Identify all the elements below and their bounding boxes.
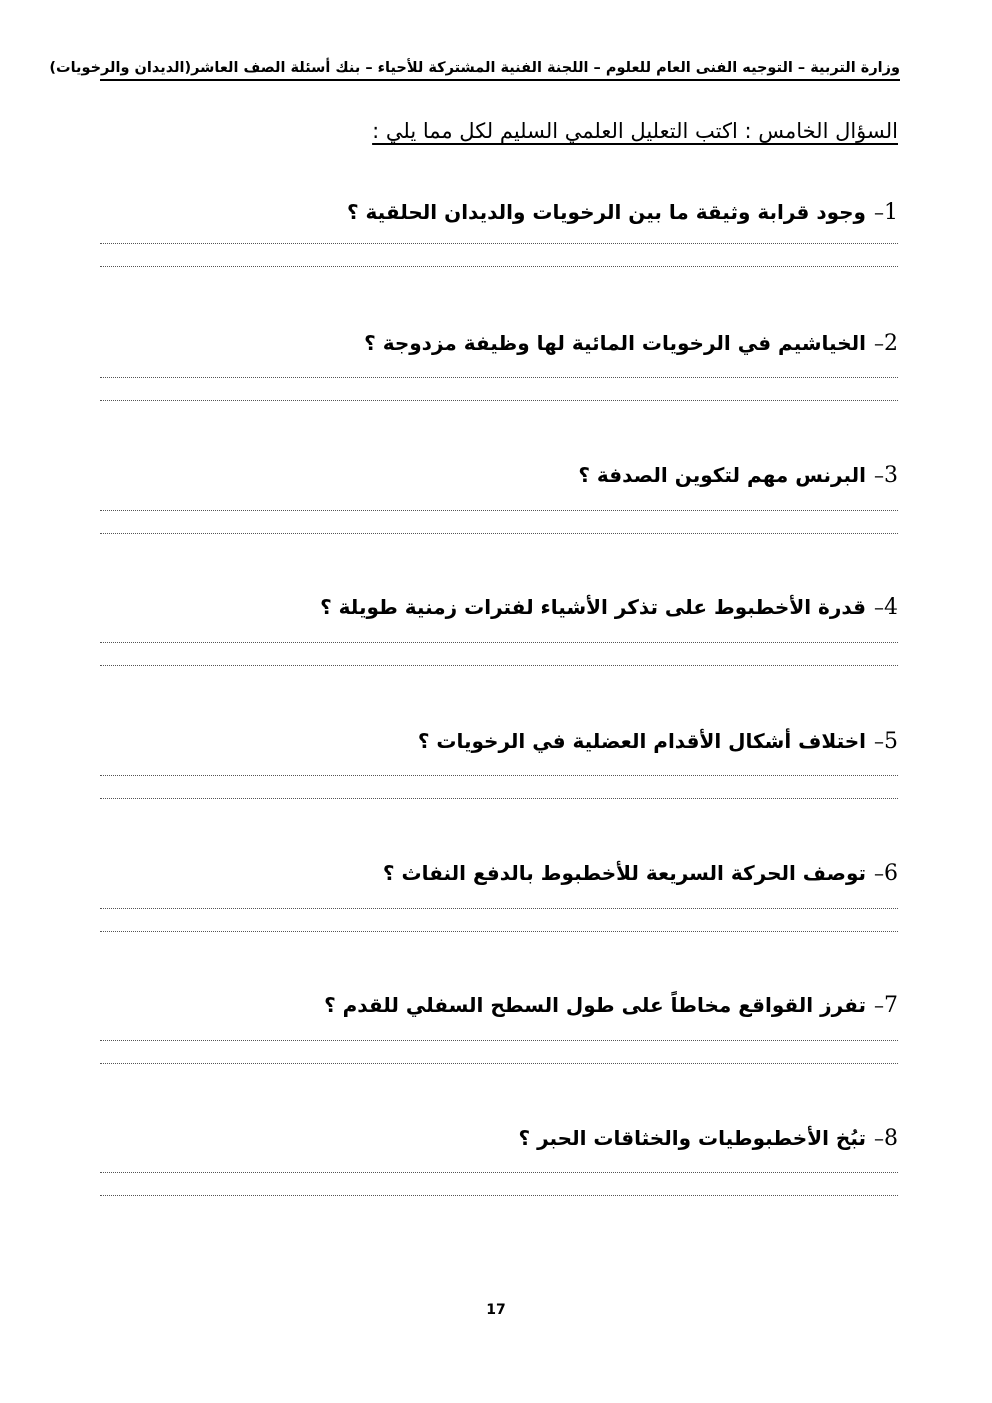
question-text: البرنس مهم لتكوين الصدفة ؟ (578, 463, 866, 487)
answer-line[interactable] (100, 1040, 898, 1041)
question-number: 2 (884, 331, 898, 356)
question-text: تبُخ الأخطبوطيات والخثاقات الحبر ؟ (518, 1126, 866, 1150)
question-5 (100, 726, 898, 756)
page-header: وزارة التربية – التوجيه الفنى العام للعلوم – اللجنة الفنية المشتركة للأحياء – بنك أسئلة الصف العاشر(الديدان والرخويات) (100, 58, 900, 81)
question-1 (100, 197, 898, 227)
question-number: 4 (884, 595, 898, 620)
answer-line[interactable] (100, 1063, 898, 1064)
page-number: 17 (486, 1302, 506, 1318)
question-dash: – (874, 861, 884, 885)
question-dash: – (874, 463, 884, 487)
question-text-row (100, 990, 898, 1020)
question-number: 5 (884, 729, 898, 754)
answer-line[interactable] (100, 400, 898, 401)
question-number: 1 (884, 200, 898, 225)
question-text-row (100, 592, 898, 622)
question-7 (100, 990, 898, 1020)
question-3 (100, 460, 898, 490)
question-number: 8 (884, 1126, 898, 1151)
question-text: توصف الحركة السريعة للأخطبوط بالدفع النفاث ؟ (382, 861, 866, 885)
question-dash: – (874, 729, 884, 753)
answer-line[interactable] (100, 266, 898, 267)
question-2 (100, 328, 898, 358)
answer-line[interactable] (100, 642, 898, 643)
section-title: السؤال الخامس : اكتب التعليل العلمي السليم لكل مما يلي : (372, 119, 898, 143)
answer-line[interactable] (100, 908, 898, 909)
question-text-row (100, 858, 898, 888)
question-text: تفرز القواقع مخاطاً على طول السطح السفلي للقدم ؟ (324, 993, 866, 1017)
answer-line[interactable] (100, 533, 898, 534)
answer-line[interactable] (100, 377, 898, 378)
answer-line[interactable] (100, 1195, 898, 1196)
question-number: 7 (884, 993, 898, 1018)
answer-line[interactable] (100, 243, 898, 244)
question-text-row (100, 460, 898, 490)
question-text: اختلاف أشكال الأقدام العضلية في الرخويات ؟ (417, 729, 866, 753)
question-dash: – (874, 331, 884, 355)
answer-line[interactable] (100, 775, 898, 776)
question-dash: – (874, 993, 884, 1017)
question-number: 6 (884, 861, 898, 886)
question-text-row (100, 197, 898, 227)
question-text: الخياشيم في الرخويات المائية لها وظيفة مزدوجة ؟ (364, 331, 866, 355)
question-dash: – (874, 1126, 884, 1150)
question-4 (100, 592, 898, 622)
question-8 (100, 1123, 898, 1153)
question-6 (100, 858, 898, 888)
question-text-row (100, 1123, 898, 1153)
answer-line[interactable] (100, 798, 898, 799)
question-text: قدرة الأخطبوط على تذكر الأشياء لفترات زمنية طويلة ؟ (320, 595, 866, 619)
answer-line[interactable] (100, 1172, 898, 1173)
question-text: وجود قرابة وثيقة ما بين الرخويات والديدان الحلقية ؟ (346, 200, 866, 224)
answer-line[interactable] (100, 665, 898, 666)
question-text-row (100, 328, 898, 358)
question-dash: – (874, 595, 884, 619)
question-text-row (100, 726, 898, 756)
answer-line[interactable] (100, 510, 898, 511)
question-number: 3 (884, 463, 898, 488)
question-dash: – (874, 200, 884, 224)
answer-line[interactable] (100, 931, 898, 932)
